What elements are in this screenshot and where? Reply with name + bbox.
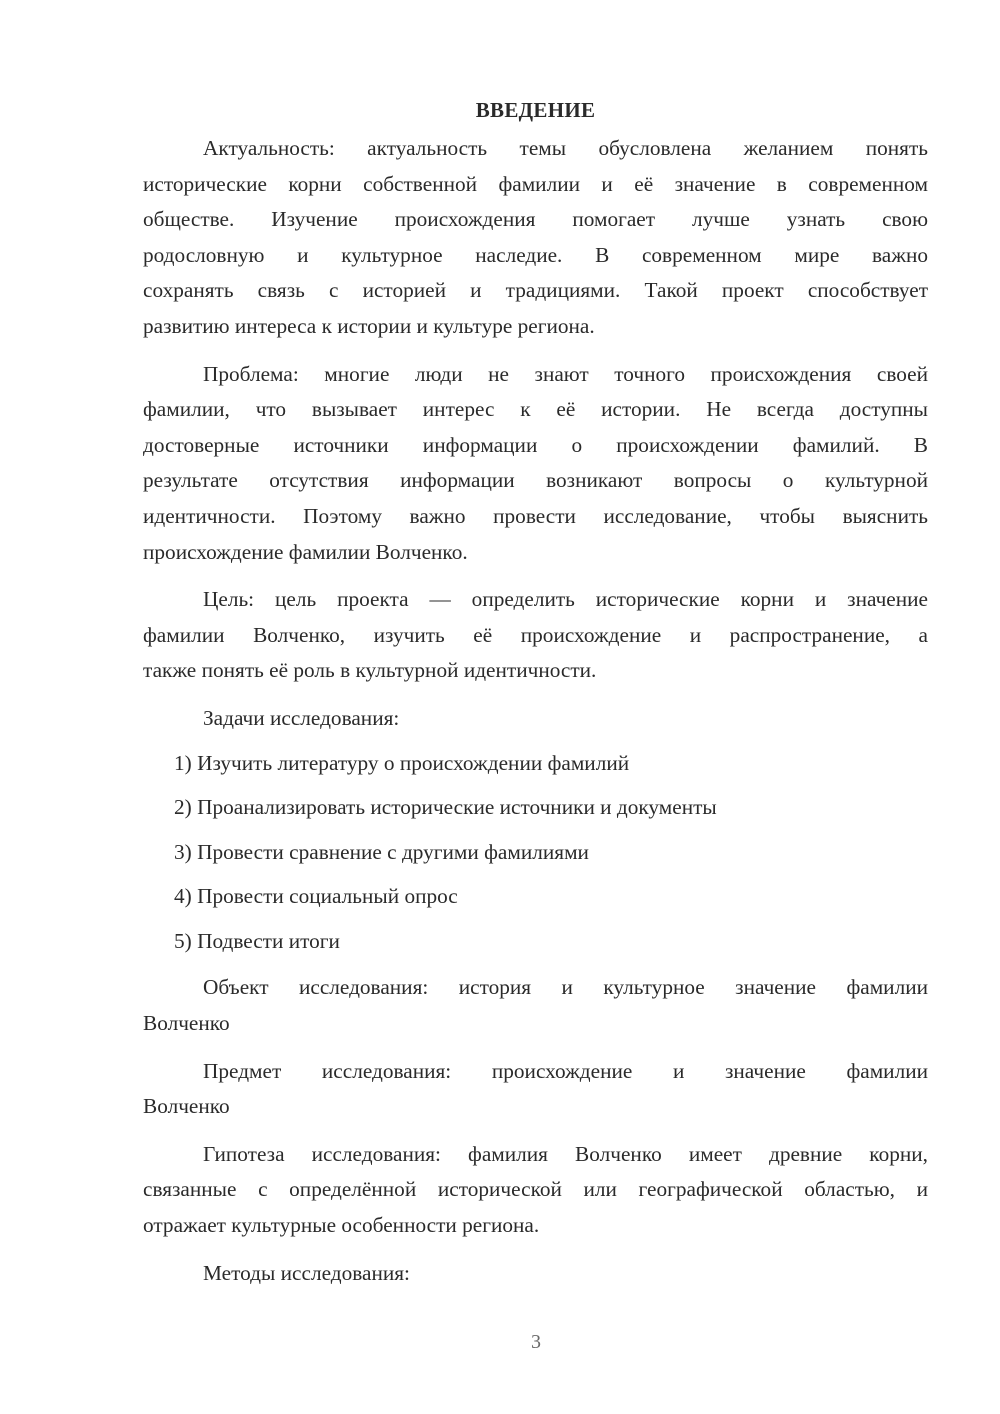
text-line: Объект исследования: история и культурное значение фамилии [203, 975, 928, 1000]
text-line: обществе. Изучение происхождения помогает лучше узнать свою [143, 207, 928, 232]
list-item: 1) Изучить литературу о происхождении фамилий [174, 750, 630, 775]
text-line: Волченко [143, 1011, 230, 1036]
text-line: также понять её роль в культурной идентичности. [143, 658, 597, 683]
methods-heading [143, 1256, 928, 1292]
list-item: 4) Провести социальный опрос [174, 884, 458, 909]
document-page [143, 94, 928, 1291]
problem-paragraph [143, 357, 928, 571]
tasks-heading-text: Задачи исследования: [203, 705, 400, 730]
list-item: 3) Провести сравнение с другими фамилиями [174, 839, 589, 864]
text-line: исторические корни собственной фамилии и её значение в современном [143, 171, 928, 196]
page-title: ВВЕДЕНИЕ [475, 98, 596, 122]
hypothesis-paragraph [143, 1137, 928, 1244]
text-line: Волченко [143, 1094, 230, 1119]
text-line: Предмет исследования: происхождение и значение фамилии [203, 1058, 928, 1083]
text-line: связанные с определённой исторической или географической областью, и [143, 1177, 928, 1202]
text-line: сохранять связь с историей и традициями. Такой проект способствует [143, 278, 928, 303]
tasks-list [143, 746, 928, 960]
page-number: 3 [531, 1331, 541, 1353]
text-line: отражает культурные особенности региона. [143, 1213, 540, 1238]
text-line: идентичности. Поэтому важно провести исследование, чтобы выяснить [143, 503, 928, 528]
subject-paragraph [143, 1054, 928, 1125]
relevance-paragraph [143, 131, 928, 345]
text-line: фамилии Волченко, изучить её происхождение и распространение, а [143, 622, 928, 647]
text-line: родословную и культурное наследие. В современном мире важно [143, 242, 928, 267]
list-item: 2) Проанализировать исторические источники и документы [174, 795, 717, 820]
list-item: 5) Подвести итоги [174, 928, 340, 953]
text-line: развитию интереса к истории и культуре региона. [143, 313, 595, 338]
goal-paragraph [143, 582, 928, 689]
text-line: Проблема: многие люди не знают точного происхождения своей [203, 361, 928, 386]
text-line: достоверные источники информации о происхождении фамилий. В [143, 432, 928, 457]
methods-heading-text: Методы исследования: [203, 1260, 410, 1285]
text-line: фамилии, что вызывает интерес к её истории. Не всегда доступны [143, 397, 928, 422]
tasks-heading [143, 701, 928, 737]
text-line: Актуальность: актуальность темы обусловлена желанием понять [203, 136, 928, 160]
text-line: Цель: цель проекта — определить исторические корни и значение [203, 587, 928, 612]
object-paragraph [143, 970, 928, 1041]
text-line: Гипотеза исследования: фамилия Волченко имеет древние корни, [203, 1141, 928, 1166]
text-line: происхождение фамилии Волченко. [143, 539, 468, 564]
text-line: результате отсутствия информации возникают вопросы о культурной [143, 468, 928, 493]
